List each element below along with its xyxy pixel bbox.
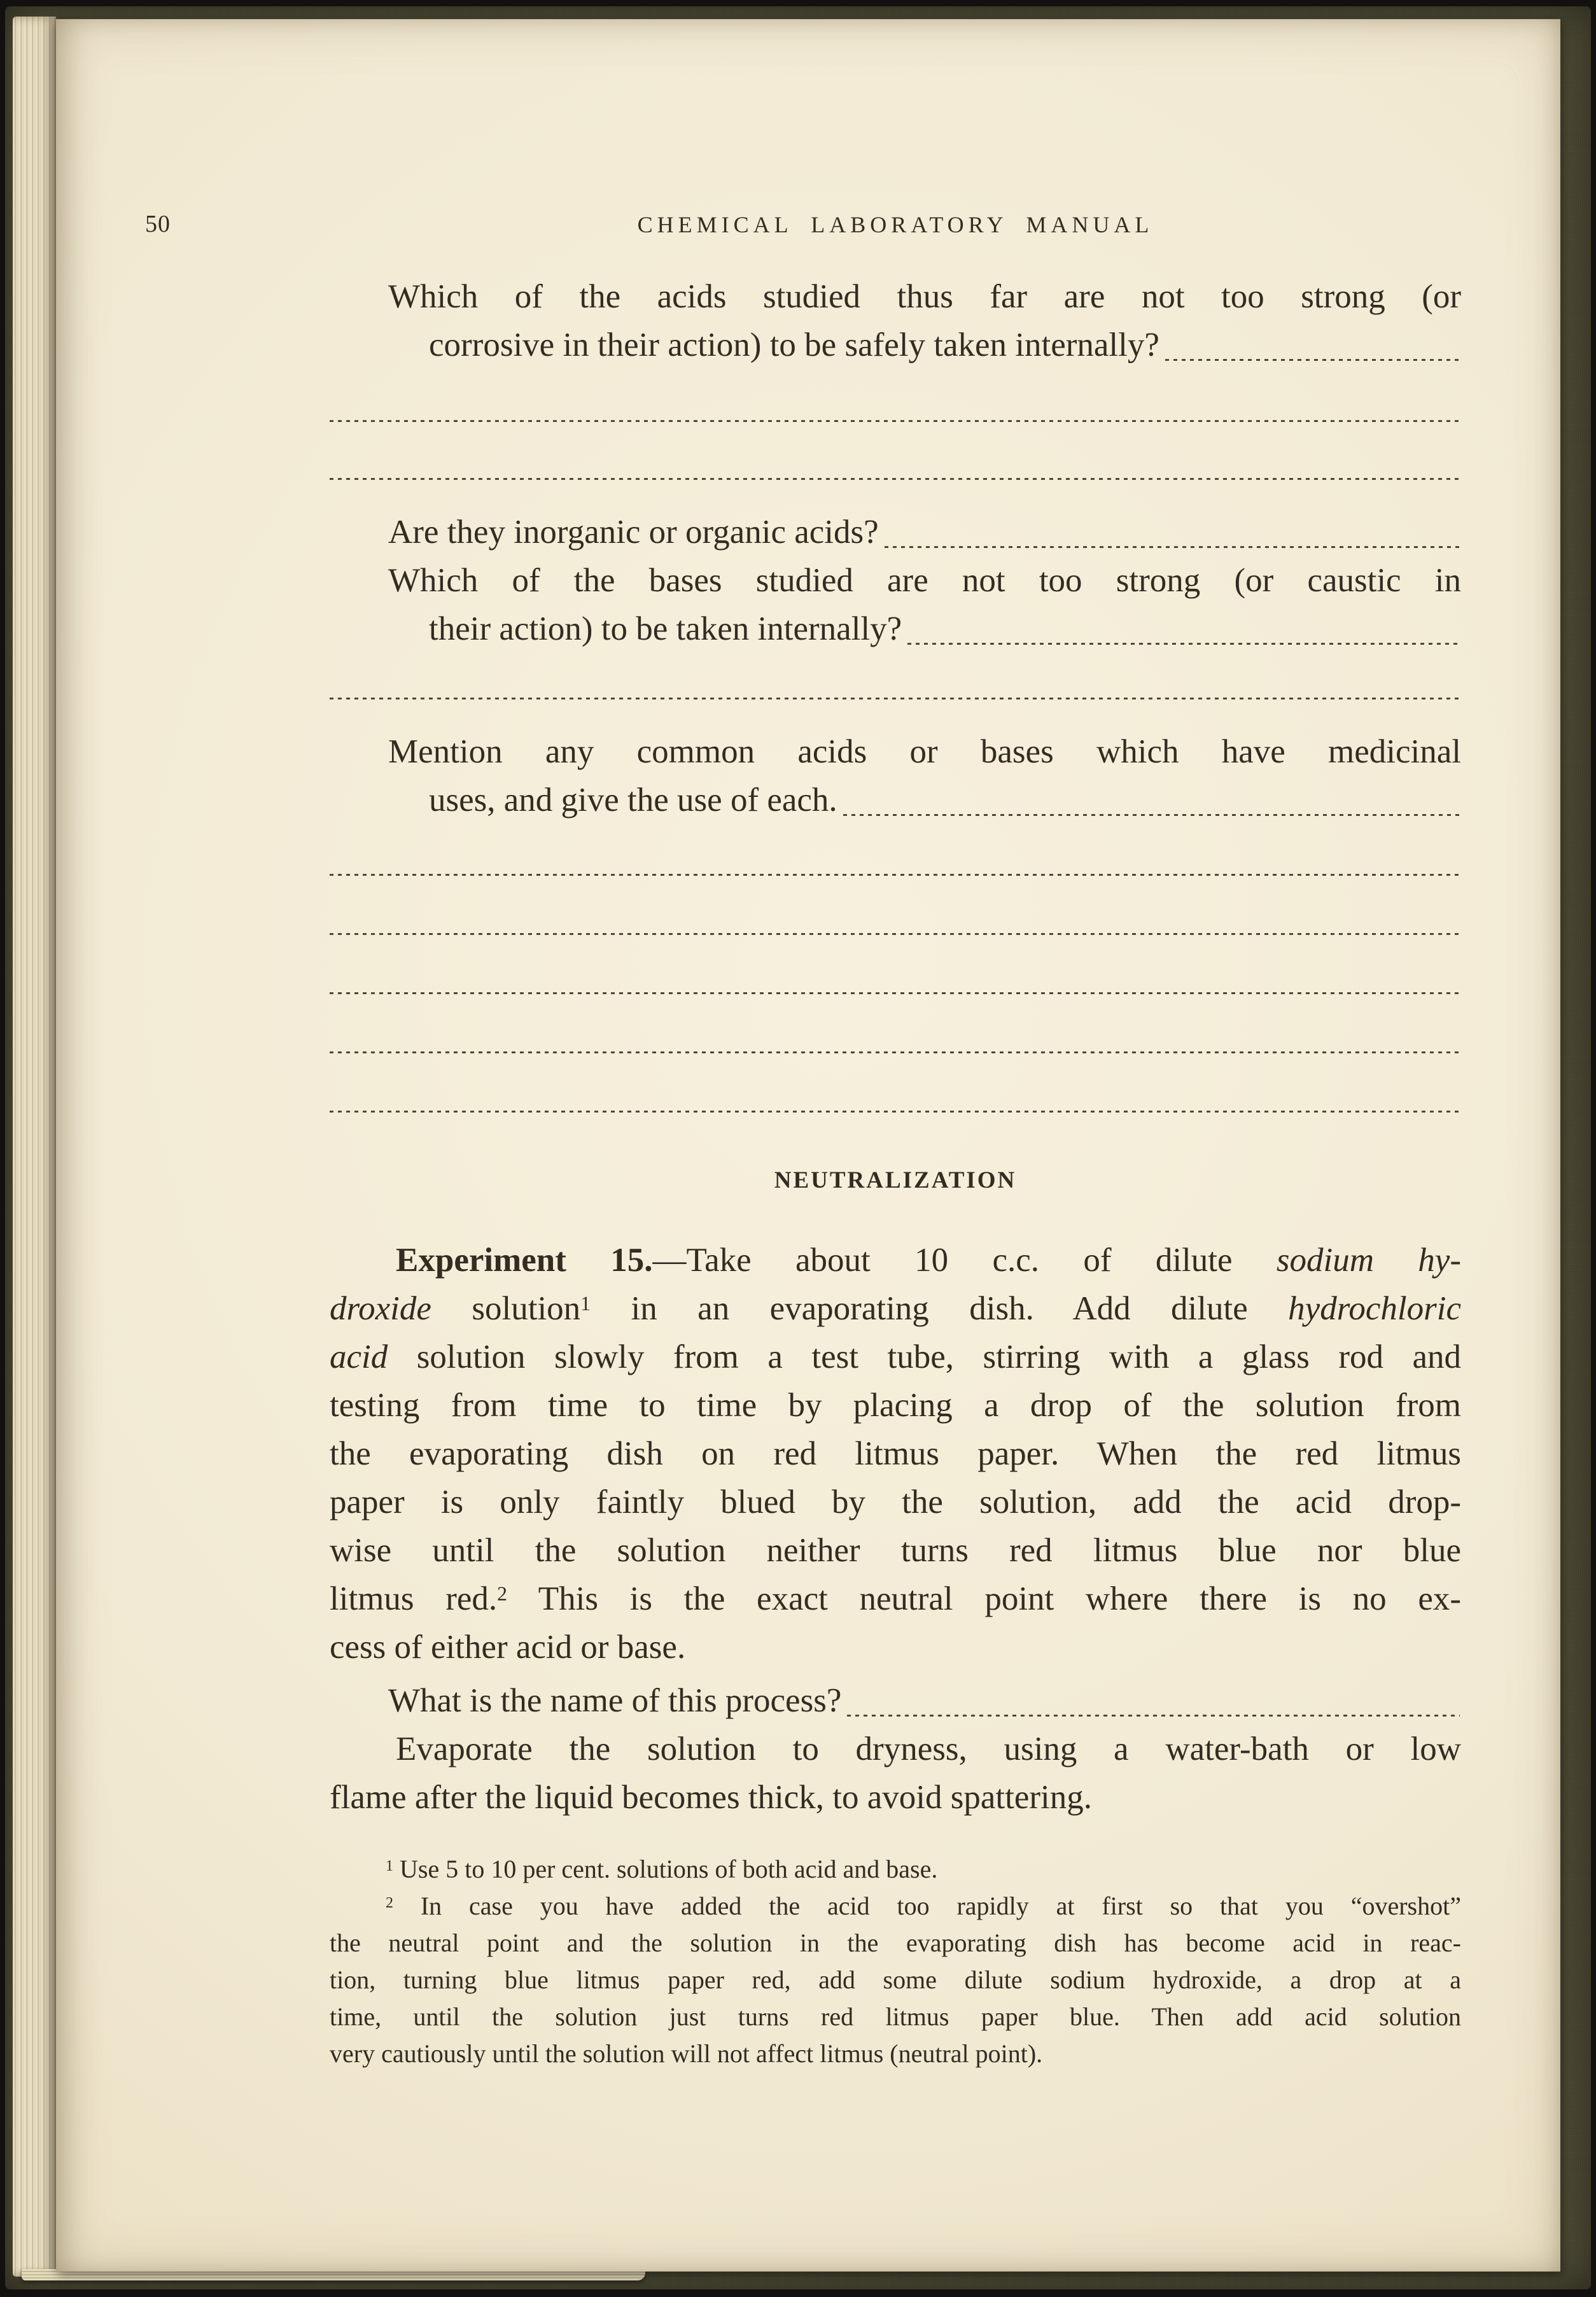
text-line: paper is only faintly blued by the solution, add the acid drop- bbox=[330, 1484, 1461, 1521]
question-block-2 bbox=[330, 508, 1461, 556]
question-text: corrosive in their action) to be safely taken internally? bbox=[429, 327, 1159, 363]
question-line bbox=[330, 776, 1461, 824]
running-title: CHEMICAL LABORATORY MANUAL bbox=[637, 212, 1154, 237]
footnote-line: tion, turning blue litmus paper red, add some dilute sodium hydroxide, a drop at a bbox=[330, 1965, 1461, 1994]
text-line: wise until the solution neither turns red litmus blue nor blue bbox=[330, 1532, 1461, 1569]
question-text: Are they inorganic or organic acids? bbox=[388, 514, 879, 551]
footnote-line: very cautiously until the solution will not affect litmus (neutral point). bbox=[330, 2039, 1043, 2068]
section-heading: NEUTRALIZATION bbox=[774, 1167, 1017, 1193]
question-line bbox=[330, 321, 1461, 369]
question-block-3 bbox=[330, 556, 1461, 653]
dotted-leader bbox=[885, 546, 1460, 548]
question-line bbox=[330, 605, 1461, 653]
answer-blank-line bbox=[330, 933, 1461, 935]
text-line: flame after the liquid becomes thick, to avoid spattering. bbox=[330, 1779, 1093, 1816]
question-line: Which of the acids studied thus far are not too strong (or bbox=[388, 278, 1461, 315]
answer-blank-line bbox=[330, 478, 1461, 480]
question-text: uses, and give the use of each. bbox=[429, 782, 837, 818]
book-page bbox=[56, 19, 1560, 2272]
footnote-line: time, until the solution just turns red litmus paper blue. Then add acid solution bbox=[330, 2002, 1461, 2031]
text-line: Experiment 15.—Take about 10 c.c. of dilute sodium hy- bbox=[396, 1242, 1461, 1279]
dotted-leader bbox=[847, 1715, 1460, 1717]
closing-paragraph bbox=[330, 1725, 1461, 1822]
question-text: What is the name of this process? bbox=[388, 1682, 842, 1719]
text-line: cess of either acid or base. bbox=[330, 1629, 686, 1666]
question-line bbox=[330, 1676, 1461, 1725]
text-line: Evaporate the solution to dryness, using a water-bath or low bbox=[396, 1731, 1461, 1767]
footnote-line: the neutral point and the solution in the evaporating dish has become acid in reac- bbox=[330, 1928, 1461, 1957]
text-line: litmus red.$^2$ This is the exact neutral point where there is no ex- bbox=[330, 1580, 1462, 1617]
answer-blank-line bbox=[330, 992, 1461, 994]
page-stack-edge-left bbox=[13, 17, 56, 2277]
text-line: testing from time to time by placing a drop of the solution from bbox=[330, 1387, 1461, 1424]
answer-blank-line bbox=[330, 698, 1461, 699]
page-content bbox=[330, 272, 1461, 2072]
dotted-leader bbox=[843, 814, 1460, 816]
page-header bbox=[56, 210, 1560, 248]
answer-blank-line bbox=[330, 1051, 1461, 1053]
question-text: their action) to be taken internally? bbox=[429, 610, 902, 647]
question-block-1 bbox=[330, 272, 1461, 369]
question-line bbox=[330, 508, 1461, 556]
answer-blank-line bbox=[330, 874, 1461, 876]
answer-blank-line bbox=[330, 1111, 1461, 1113]
dotted-leader bbox=[1165, 359, 1460, 361]
footnotes bbox=[330, 1851, 1461, 2072]
question-line: Mention any common acids or bases which have medicinal bbox=[388, 733, 1461, 770]
experiment-paragraph bbox=[330, 1236, 1461, 1671]
question-block-process bbox=[330, 1676, 1461, 1725]
question-line: Which of the bases studied are not too strong (or caustic in bbox=[388, 562, 1461, 599]
text-line: the evaporating dish on red litmus paper. When the red litmus bbox=[330, 1435, 1461, 1472]
text-line: acid solution slowly from a test tube, stirring with a glass rod and bbox=[330, 1338, 1461, 1375]
answer-blank-line bbox=[330, 420, 1461, 422]
question-block-4 bbox=[330, 727, 1461, 824]
dotted-leader bbox=[907, 643, 1460, 645]
footnote-line: $^1$ Use 5 to 10 per cent. solutions of both acid and base. bbox=[386, 1855, 938, 1883]
text-line: droxide solution$^1$ in an evaporating dish. Add dilute hydrochloric bbox=[330, 1290, 1461, 1327]
footnote-line: $^2$ In case you have added the acid too rapidly at first so that you “overshot” bbox=[386, 1892, 1461, 1920]
page-number: 50 bbox=[145, 211, 171, 237]
